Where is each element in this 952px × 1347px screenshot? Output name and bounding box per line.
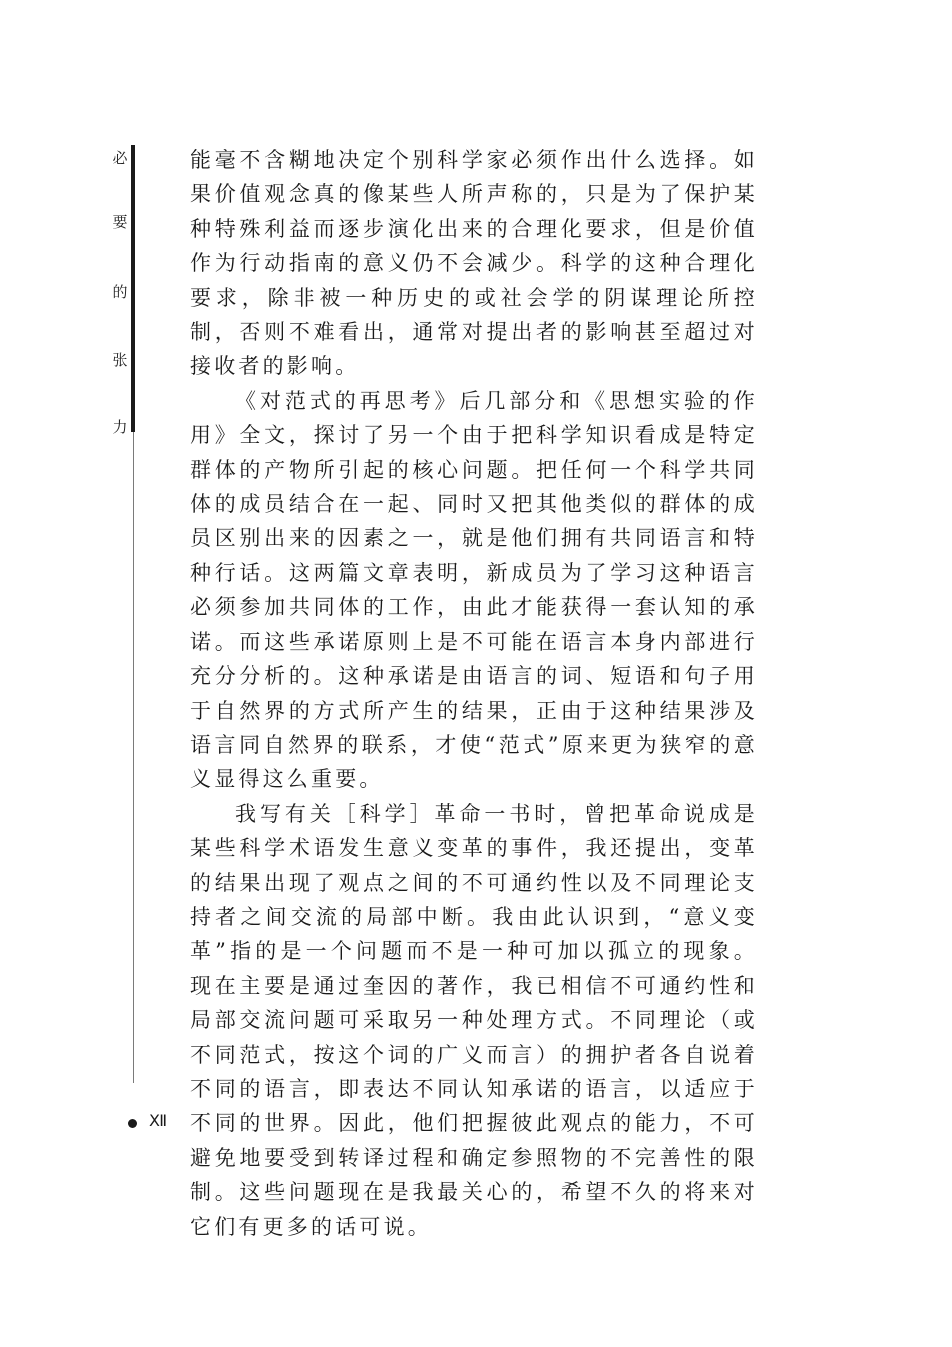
paragraph: 我写有关［科学］革命一书时，曾把革命说成是某些科学术语发生意义变革的事件，我还提出，变革的结果出现了观点之间的不可通约性以及不同理论支持者之间交流的局部中断。我由此认识到，“意义变革”指的是一个问题而不是一种可加以孤立的现象。现在主要是通过奎因的著作，我已相信不可通约性和局部交流问题可采取另一种处理方式。不同理论（或不同范式，按这个词的广义而言）的拥护者各自说着不同的语言，即表达不同认知承诺的语言，以适应于不同的世界。因此，他们把握彼此观点的能力，不可避免地要受到转译过程和确定参照物的不完善性的限制。这些问题现在是我最关心的，希望不久的将来对它们有更多的话可说。 [190, 801, 758, 1239]
running-title-char: 要 [112, 213, 128, 231]
page-number: Ⅻ [149, 1113, 167, 1130]
running-title-char: 张 [112, 351, 128, 369]
paragraph: 能毫不含糊地决定个别科学家必须作出什么选择。如果价值观念真的像某些人所声称的，只是为了保护某种特殊利益而逐步演化出来的合理化要求，但是价值作为行动指南的意义仍不会减少。科学的这种合理化要求，除非被一种历史的或社会学的阴谋理论所控制，否则不难看出，通常对提出者的影响甚至超过对接收者的影响。 [190, 148, 758, 379]
margin-title-bar [131, 145, 135, 432]
running-title-char: 的 [112, 283, 128, 301]
running-title-char: 力 [112, 418, 128, 436]
running-title-char: 必 [112, 149, 128, 167]
body-text [190, 143, 758, 1244]
paragraph: 《对范式的再思考》后几部分和《思想实验的作用》全文，探讨了另一个由于把科学知识看成是特定群体的产物所引起的核心问题。把任何一个科学共同体的成员结合在一起、同时又把其他类似的群体的成员区别出来的因素之一，就是他们拥有共同语言和特种行话。这两篇文章表明，新成员为了学习这种语言必须参加共同体的工作，由此才能获得一套认知的承诺。而这些承诺原则上是不可能在语言本身内部进行充分分析的。这种承诺是由语言的词、短语和句子用于自然界的方式所产生的结果，正由于这种结果涉及语言同自然界的联系，才使“范式”原来更为狭窄的意义显得这么重要。 [190, 388, 758, 792]
bullet-dot-icon [128, 1119, 137, 1128]
